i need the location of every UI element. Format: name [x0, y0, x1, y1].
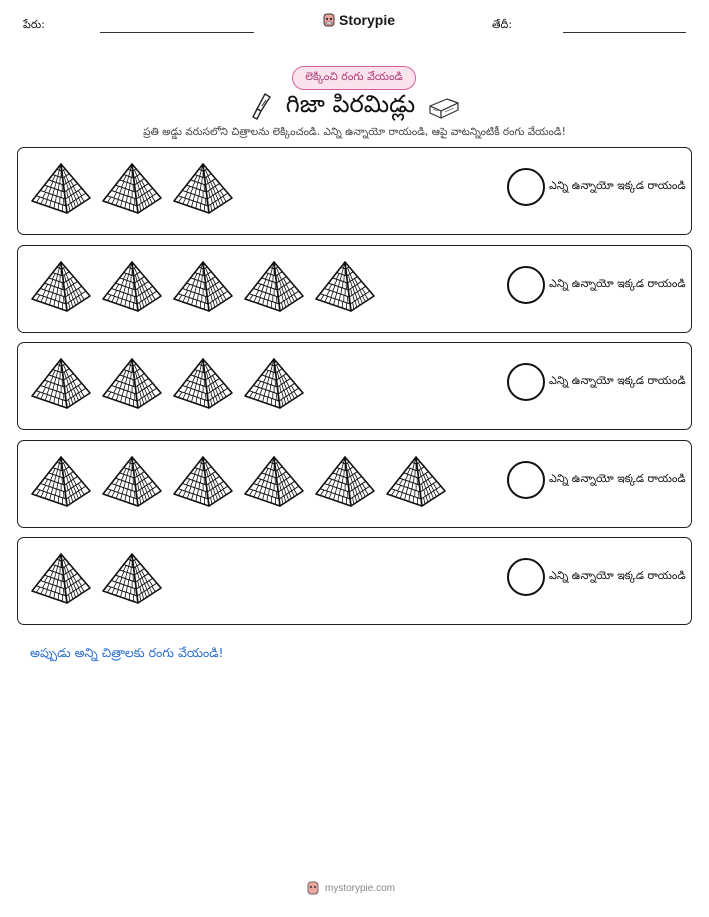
title-row	[0, 90, 709, 124]
pyramid-group	[30, 259, 376, 315]
pyramid-icon	[101, 454, 163, 510]
stone-block-icon	[427, 94, 461, 120]
pyramid-icon	[172, 454, 234, 510]
pyramid-group	[30, 356, 305, 412]
instructions: ప్రతి అడ్డు వరుసలోని చిత్రాలను లెక్కించండి. ఎన్ని ఉన్నాయో రాయండి, ఆపై వాటన్నింటికీ రంగు వేయండి!	[143, 126, 566, 138]
pyramid-icon	[101, 161, 163, 217]
pyramid-icon	[30, 454, 92, 510]
storypie-mascot-icon	[322, 12, 336, 28]
chisel-icon	[248, 92, 274, 122]
count-row-1	[17, 147, 692, 235]
answer-label: ఎన్ని ఉన్నాయో ఇక్కడ రాయండి	[549, 569, 686, 582]
pyramid-icon	[172, 161, 234, 217]
count-row-3	[17, 342, 692, 430]
site-footer	[306, 880, 395, 896]
pyramid-icon	[243, 259, 305, 315]
storypie-mascot-icon	[306, 880, 320, 896]
name-label: పేరు:	[23, 18, 45, 31]
pyramid-group	[30, 454, 447, 510]
pyramid-group	[30, 551, 163, 607]
date-label: తేదీ:	[492, 18, 513, 31]
pyramid-icon	[101, 259, 163, 315]
pyramid-icon	[314, 259, 376, 315]
count-row-4	[17, 440, 692, 528]
pyramid-group	[30, 161, 234, 217]
count-row-2	[17, 245, 692, 333]
pyramid-icon	[101, 356, 163, 412]
name-line[interactable]	[100, 32, 254, 33]
pyramid-icon	[101, 551, 163, 607]
answer-circle[interactable]	[507, 461, 545, 499]
pyramid-icon	[30, 259, 92, 315]
answer-label: ఎన్ని ఉన్నాయో ఇక్కడ రాయండి	[549, 374, 686, 387]
pyramid-icon	[172, 356, 234, 412]
site-url: mystorypie.com	[325, 882, 396, 894]
footer-note: అప్పుడు అన్ని చిత్రాలకు రంగు వేయండి!	[30, 645, 224, 660]
answer-label: ఎన్ని ఉన్నాయో ఇక్కడ రాయండి	[549, 277, 686, 290]
answer-circle[interactable]	[507, 266, 545, 304]
count-row-5	[17, 537, 692, 625]
answer-circle[interactable]	[507, 168, 545, 206]
answer-label: ఎన్ని ఉన్నాయో ఇక్కడ రాయండి	[549, 472, 686, 485]
answer-label: ఎన్ని ఉన్నాయో ఇక్కడ రాయండి	[549, 179, 686, 192]
worksheet-title: గిజా పిరమిడ్లు	[285, 90, 416, 118]
pyramid-icon	[243, 454, 305, 510]
answer-circle[interactable]	[507, 363, 545, 401]
pyramid-icon	[172, 259, 234, 315]
worksheet-badge: లెక్కించి రంగు వేయండి	[292, 66, 416, 90]
pyramid-icon	[243, 356, 305, 412]
pyramid-icon	[314, 454, 376, 510]
pyramid-icon	[385, 454, 447, 510]
answer-circle[interactable]	[507, 558, 545, 596]
brand-logo	[322, 12, 395, 28]
date-line[interactable]	[563, 32, 686, 33]
pyramid-icon	[30, 356, 92, 412]
brand-name: Storypie	[339, 12, 396, 28]
pyramid-icon	[30, 551, 92, 607]
pyramid-icon	[30, 161, 92, 217]
